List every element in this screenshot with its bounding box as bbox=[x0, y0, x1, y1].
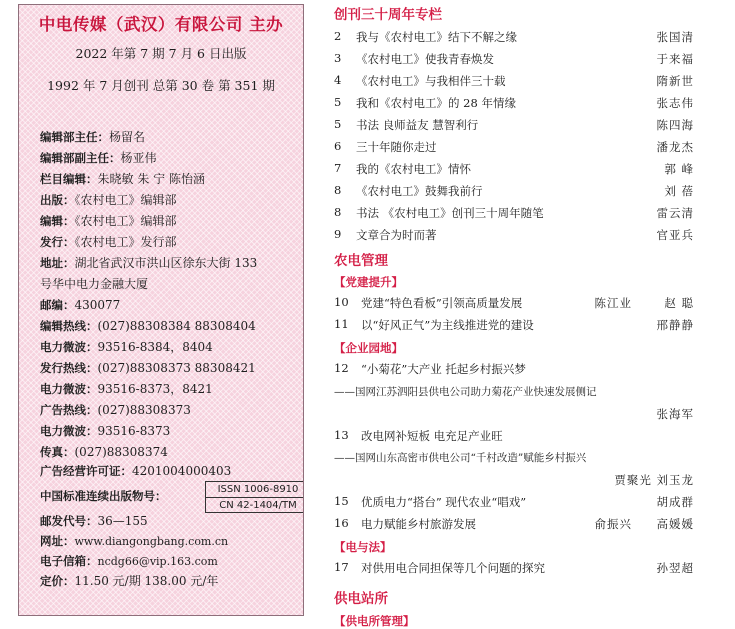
email-value: ncdg66@vip.163.com bbox=[97, 555, 218, 568]
column-editors-value: 朱晓敏 朱 宁 陈怡涵 bbox=[97, 172, 205, 186]
edit-hotline-value: (027)88308384 88308404 bbox=[97, 319, 256, 333]
toc-item[interactable] bbox=[334, 516, 694, 532]
power-micro-2-row bbox=[40, 381, 302, 397]
toc-page: 8 bbox=[334, 183, 342, 197]
toc-page: 11 bbox=[334, 317, 349, 331]
postcode-row bbox=[40, 297, 302, 313]
dist-hotline-label: 发行热线： bbox=[40, 361, 98, 375]
toc-author: 陈四海 bbox=[656, 118, 694, 132]
postal-code-value: 36—155 bbox=[97, 514, 148, 528]
ad-license-row bbox=[40, 463, 302, 479]
toc-title: 《农村电工》使我青春焕发 bbox=[356, 52, 494, 66]
fax-label: 传真： bbox=[40, 445, 75, 459]
masthead-box bbox=[18, 4, 304, 616]
toc-page: 12 bbox=[334, 361, 349, 375]
website-label: 网址： bbox=[40, 534, 75, 548]
toc-item[interactable] bbox=[334, 560, 694, 576]
toc-page: 7 bbox=[334, 161, 342, 175]
toc-author: 胡成群 bbox=[656, 495, 694, 509]
toc-item[interactable] bbox=[334, 428, 694, 444]
ad-license-value: 4201004000403 bbox=[132, 464, 232, 478]
toc-item[interactable] bbox=[334, 227, 694, 243]
ad-hotline-value: (027)88308373 bbox=[97, 403, 191, 417]
toc-author: 郭 峰 bbox=[664, 162, 694, 176]
toc-item[interactable] bbox=[334, 51, 694, 67]
subsection-station-management: 【供电所管理】 bbox=[334, 614, 415, 628]
toc-title: 书法 《农村电工》创刊三十周年随笔 bbox=[356, 206, 544, 220]
price-label: 定价： bbox=[40, 574, 75, 588]
toc-item[interactable] bbox=[334, 161, 694, 177]
toc-title: 电力赋能乡村旅游发展 bbox=[361, 517, 476, 531]
column-editors-label: 栏目编辑： bbox=[40, 172, 98, 186]
toc-author: 张海军 bbox=[656, 407, 694, 421]
toc-item[interactable] bbox=[334, 494, 694, 510]
toc-title: 文章合为时而著 bbox=[356, 228, 437, 242]
distribution-row bbox=[40, 234, 302, 250]
issn-number: ISSN 1006-8910 bbox=[206, 482, 304, 498]
toc-title: 以“好风正气”为主线推进党的建设 bbox=[361, 318, 534, 332]
toc-item[interactable] bbox=[334, 361, 694, 377]
toc-page: 10 bbox=[334, 295, 349, 309]
toc-page: 13 bbox=[334, 428, 349, 442]
distribution-label: 发行： bbox=[40, 235, 75, 249]
section-title-supply-station: 供电站所 bbox=[334, 591, 388, 607]
issn-cn-box bbox=[205, 481, 304, 513]
toc-item[interactable] bbox=[334, 95, 694, 111]
address-row bbox=[40, 255, 302, 271]
toc-title: 对供用电合同担保等几个问题的探究 bbox=[361, 561, 545, 575]
toc-page: 15 bbox=[334, 494, 349, 508]
edit-hotline-row bbox=[40, 318, 302, 334]
price-value: 11.50 元/期 138.00 元/年 bbox=[74, 574, 219, 588]
dist-hotline-row bbox=[40, 360, 302, 376]
toc-title: 我和《农村电工》的 28 年情缘 bbox=[356, 96, 516, 110]
editor-dept-row bbox=[40, 213, 302, 229]
dist-hotline-value: (027)88308373 88308421 bbox=[97, 361, 256, 375]
toc-page: 4 bbox=[334, 73, 342, 87]
power-micro-1-label: 电力微波： bbox=[40, 340, 98, 354]
cn-number: CN 42-1404/TM bbox=[219, 500, 297, 511]
toc-item[interactable] bbox=[334, 183, 694, 199]
toc-author: 张国清 bbox=[656, 30, 694, 44]
email-row bbox=[40, 553, 302, 570]
power-micro-2-label: 电力微波： bbox=[40, 382, 98, 396]
toc-author: 俞振兴 bbox=[594, 517, 632, 531]
toc-author: 陈江业 bbox=[594, 296, 632, 310]
toc-item[interactable] bbox=[334, 139, 694, 155]
founding-info: 1992 年 7 月创刊 总第 30 卷 第 351 期 bbox=[47, 78, 275, 93]
email-label: 电子信箱： bbox=[40, 554, 98, 568]
toc-author: 孙翌超 bbox=[656, 561, 694, 575]
price-row bbox=[40, 573, 302, 589]
editor-dept-value: 《农村电工》编辑部 bbox=[74, 214, 177, 228]
cn-serial-label: 中国标准连续出版物号： bbox=[40, 489, 167, 503]
toc-item[interactable] bbox=[334, 205, 694, 221]
power-micro-1-row bbox=[40, 339, 302, 355]
ad-license-label: 广告经营许可证： bbox=[40, 464, 132, 478]
deputy-editor-value: 杨亚伟 bbox=[120, 151, 157, 165]
postcode-value: 430077 bbox=[74, 298, 121, 312]
address-label: 地址： bbox=[40, 256, 75, 270]
subsection-electricity-law: 【电与法】 bbox=[334, 540, 392, 554]
publisher-row bbox=[40, 192, 302, 208]
power-micro-3-value: 93516-8373 bbox=[97, 424, 171, 438]
toc-author: 潘龙杰 bbox=[656, 140, 694, 154]
toc-title: 党建“特色看板”引领高质量发展 bbox=[361, 296, 523, 310]
website-row bbox=[40, 533, 302, 550]
distribution-value: 《农村电工》发行部 bbox=[74, 235, 177, 249]
address-line2 bbox=[40, 276, 302, 292]
toc-item[interactable] bbox=[334, 29, 694, 45]
subsection-enterprise: 【企业园地】 bbox=[334, 341, 403, 355]
section-title-management: 农电管理 bbox=[334, 253, 388, 269]
website-value: www.diangongbang.com.cn bbox=[74, 535, 229, 548]
toc-item[interactable] bbox=[334, 295, 694, 311]
publisher-label: 出版： bbox=[40, 193, 75, 207]
toc-title: 《农村电工》与我相伴三十载 bbox=[356, 74, 506, 88]
fax-value: (027)88308374 bbox=[74, 445, 168, 459]
toc-author: 高媛媛 bbox=[656, 517, 694, 531]
address-value: 湖北省武汉市洪山区徐东大街 133 bbox=[74, 256, 258, 270]
column-editors-row bbox=[40, 171, 302, 187]
ad-hotline-row bbox=[40, 402, 302, 418]
postcode-label: 邮编： bbox=[40, 298, 75, 312]
section-title-anniversary: 创刊三十周年专栏 bbox=[334, 7, 442, 23]
issue-date: 2022 年第 7 期 7 月 6 日出版 bbox=[75, 46, 247, 61]
toc-title: 三十年随你走过 bbox=[356, 140, 437, 154]
toc-page: 2 bbox=[334, 29, 342, 43]
toc-subtitle: ——国网江苏泗阳县供电公司助力菊花产业快速发展侧记 bbox=[334, 386, 597, 398]
editor-dept-label: 编辑： bbox=[40, 214, 75, 228]
toc-item[interactable] bbox=[334, 317, 694, 333]
chief-editor-value: 杨留名 bbox=[109, 130, 146, 144]
toc-author: 隋新世 bbox=[656, 74, 694, 88]
toc-author: 刘 蓓 bbox=[664, 184, 694, 198]
toc-page: 5 bbox=[334, 117, 342, 131]
toc-page: 8 bbox=[334, 205, 342, 219]
toc-title: 改电网补短板 电充足产业旺 bbox=[361, 429, 503, 443]
toc-author: 贾聚光 刘玉龙 bbox=[614, 473, 694, 487]
toc-page: 16 bbox=[334, 516, 349, 530]
toc-page: 3 bbox=[334, 51, 342, 65]
toc-title: “小菊花”大产业 托起乡村振兴梦 bbox=[361, 362, 526, 376]
deputy-editor-row bbox=[40, 150, 302, 166]
toc-item[interactable] bbox=[334, 73, 694, 89]
postal-code-label: 邮发代号： bbox=[40, 514, 98, 528]
power-micro-1-value: 93516-8384，8404 bbox=[97, 340, 213, 354]
toc-author: 官亚兵 bbox=[656, 228, 694, 242]
power-micro-3-label: 电力微波： bbox=[40, 424, 98, 438]
toc-title: 书法 良师益友 慧智利行 bbox=[356, 118, 479, 132]
toc-title: 优质电力“搭台” 现代农业“唱戏” bbox=[361, 495, 527, 509]
power-micro-2-value: 93516-8373，8421 bbox=[97, 382, 213, 396]
address-line2-value: 号华中电力金融大厦 bbox=[40, 277, 149, 291]
toc-title: 我的《农村电工》情怀 bbox=[356, 162, 471, 176]
toc-page: 9 bbox=[334, 227, 342, 241]
fax-row bbox=[40, 444, 302, 460]
toc-author: 于来福 bbox=[656, 52, 694, 66]
toc-title: 《农村电工》鼓舞我前行 bbox=[356, 184, 483, 198]
deputy-editor-label: 编辑部副主任： bbox=[40, 151, 121, 165]
publisher-title: 中电传媒（武汉）有限公司 主办 bbox=[38, 15, 284, 34]
toc-subtitle: ——国网山东高密市供电公司“千村改造”赋能乡村振兴 bbox=[334, 452, 587, 464]
toc-page: 6 bbox=[334, 139, 342, 153]
chief-editor-row bbox=[40, 129, 302, 145]
toc-item[interactable] bbox=[334, 117, 694, 133]
toc-author: 赵 聪 bbox=[664, 296, 694, 310]
edit-hotline-label: 编辑热线： bbox=[40, 319, 98, 333]
toc-title: 我与《农村电工》结下不解之缘 bbox=[356, 30, 517, 44]
toc-author: 张志伟 bbox=[656, 96, 694, 110]
subsection-party-building: 【党建提升】 bbox=[334, 275, 403, 289]
toc-page: 17 bbox=[334, 560, 349, 574]
ad-hotline-label: 广告热线： bbox=[40, 403, 98, 417]
chief-editor-label: 编辑部主任： bbox=[40, 130, 109, 144]
toc-author: 雷云清 bbox=[656, 206, 694, 220]
postal-code-row bbox=[40, 513, 302, 529]
publisher-value: 《农村电工》编辑部 bbox=[74, 193, 177, 207]
power-micro-3-row bbox=[40, 423, 302, 439]
toc-author: 邢静静 bbox=[656, 318, 694, 332]
toc-page: 5 bbox=[334, 95, 342, 109]
